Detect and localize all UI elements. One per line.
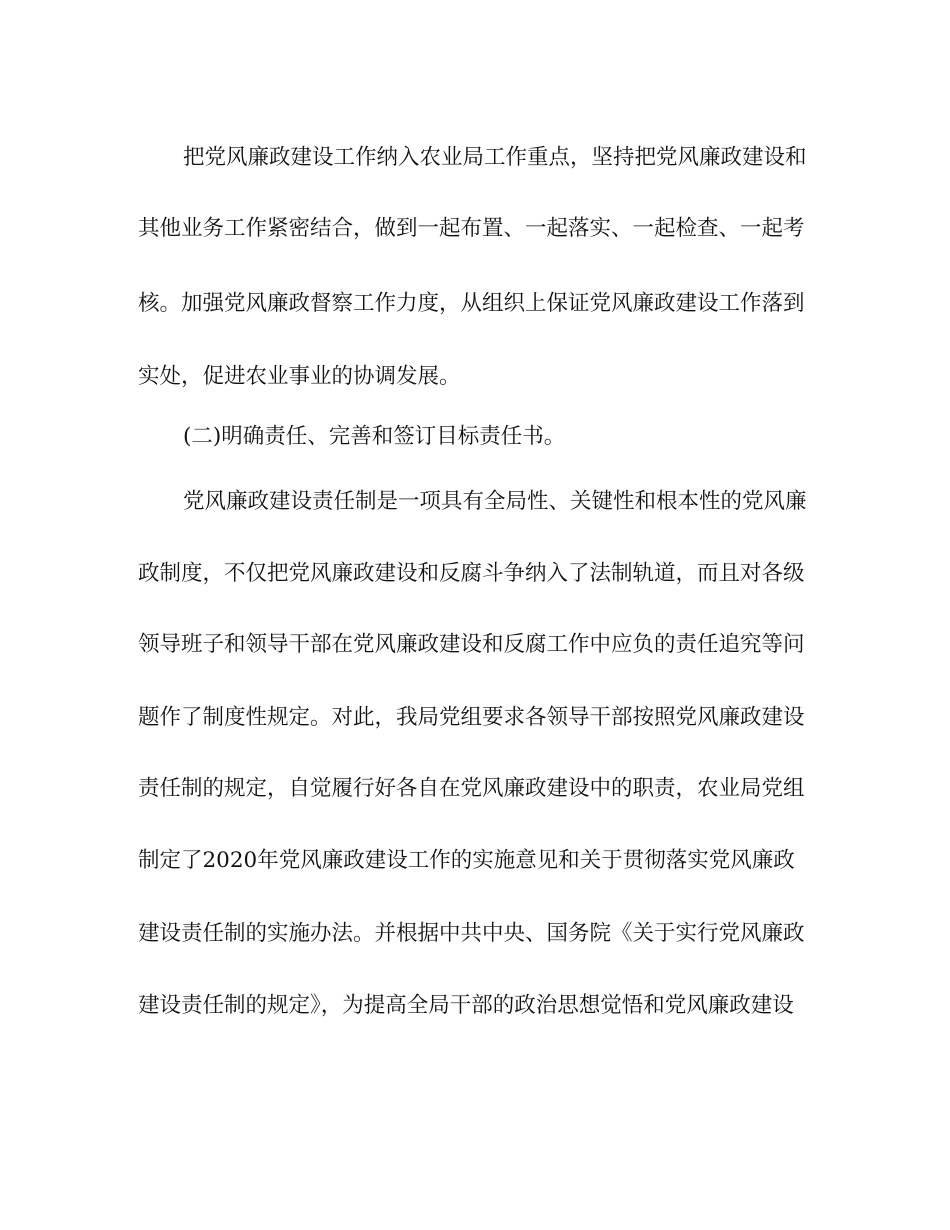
- text-line: 建设责任制的实施办法。并根据中共中央、国务院《关于实行党风廉政: [138, 921, 805, 946]
- text-line: 党风廉政建设责任制是一项具有全局性、关键性和根本性的党风廉: [183, 489, 807, 514]
- text-line: 其他业务工作紧密结合，做到一起布置、一起落实、一起检查、一起考: [138, 216, 805, 241]
- text-line: 制定了2020年党风廉政建设工作的实施意见和关于贯彻落实党风廉政: [138, 848, 795, 873]
- text-line: 建设责任制的规定》，为提高全局干部的政治思想觉悟和党风廉政建设: [138, 993, 794, 1018]
- text-line: 实处，促进农业事业的协调发展。: [138, 364, 461, 389]
- text-line: 领导班子和领导干部在党风廉政建设和反腐工作中应负的责任追究等问: [138, 632, 805, 657]
- text-line: 责任制的规定，自觉履行好各自在党风廉政建设中的职责，农业局党组: [138, 776, 805, 801]
- text-line: 核。加强党风廉政督察工作力度，从组织上保证党风廉政建设工作落到: [138, 291, 805, 316]
- section-heading: (二)明确责任、完善和签订目标责任书。: [183, 424, 566, 449]
- text-line: 政制度，不仅把党风廉政建设和反腐斗争纳入了法制轨道，而且对各级: [138, 561, 805, 586]
- text-line: 题作了制度性规定。对此，我局党组要求各领导干部按照党风廉政建设: [138, 705, 805, 730]
- text-line: 把党风廉政建设工作纳入农业局工作重点，坚持把党风廉政建设和: [183, 145, 807, 170]
